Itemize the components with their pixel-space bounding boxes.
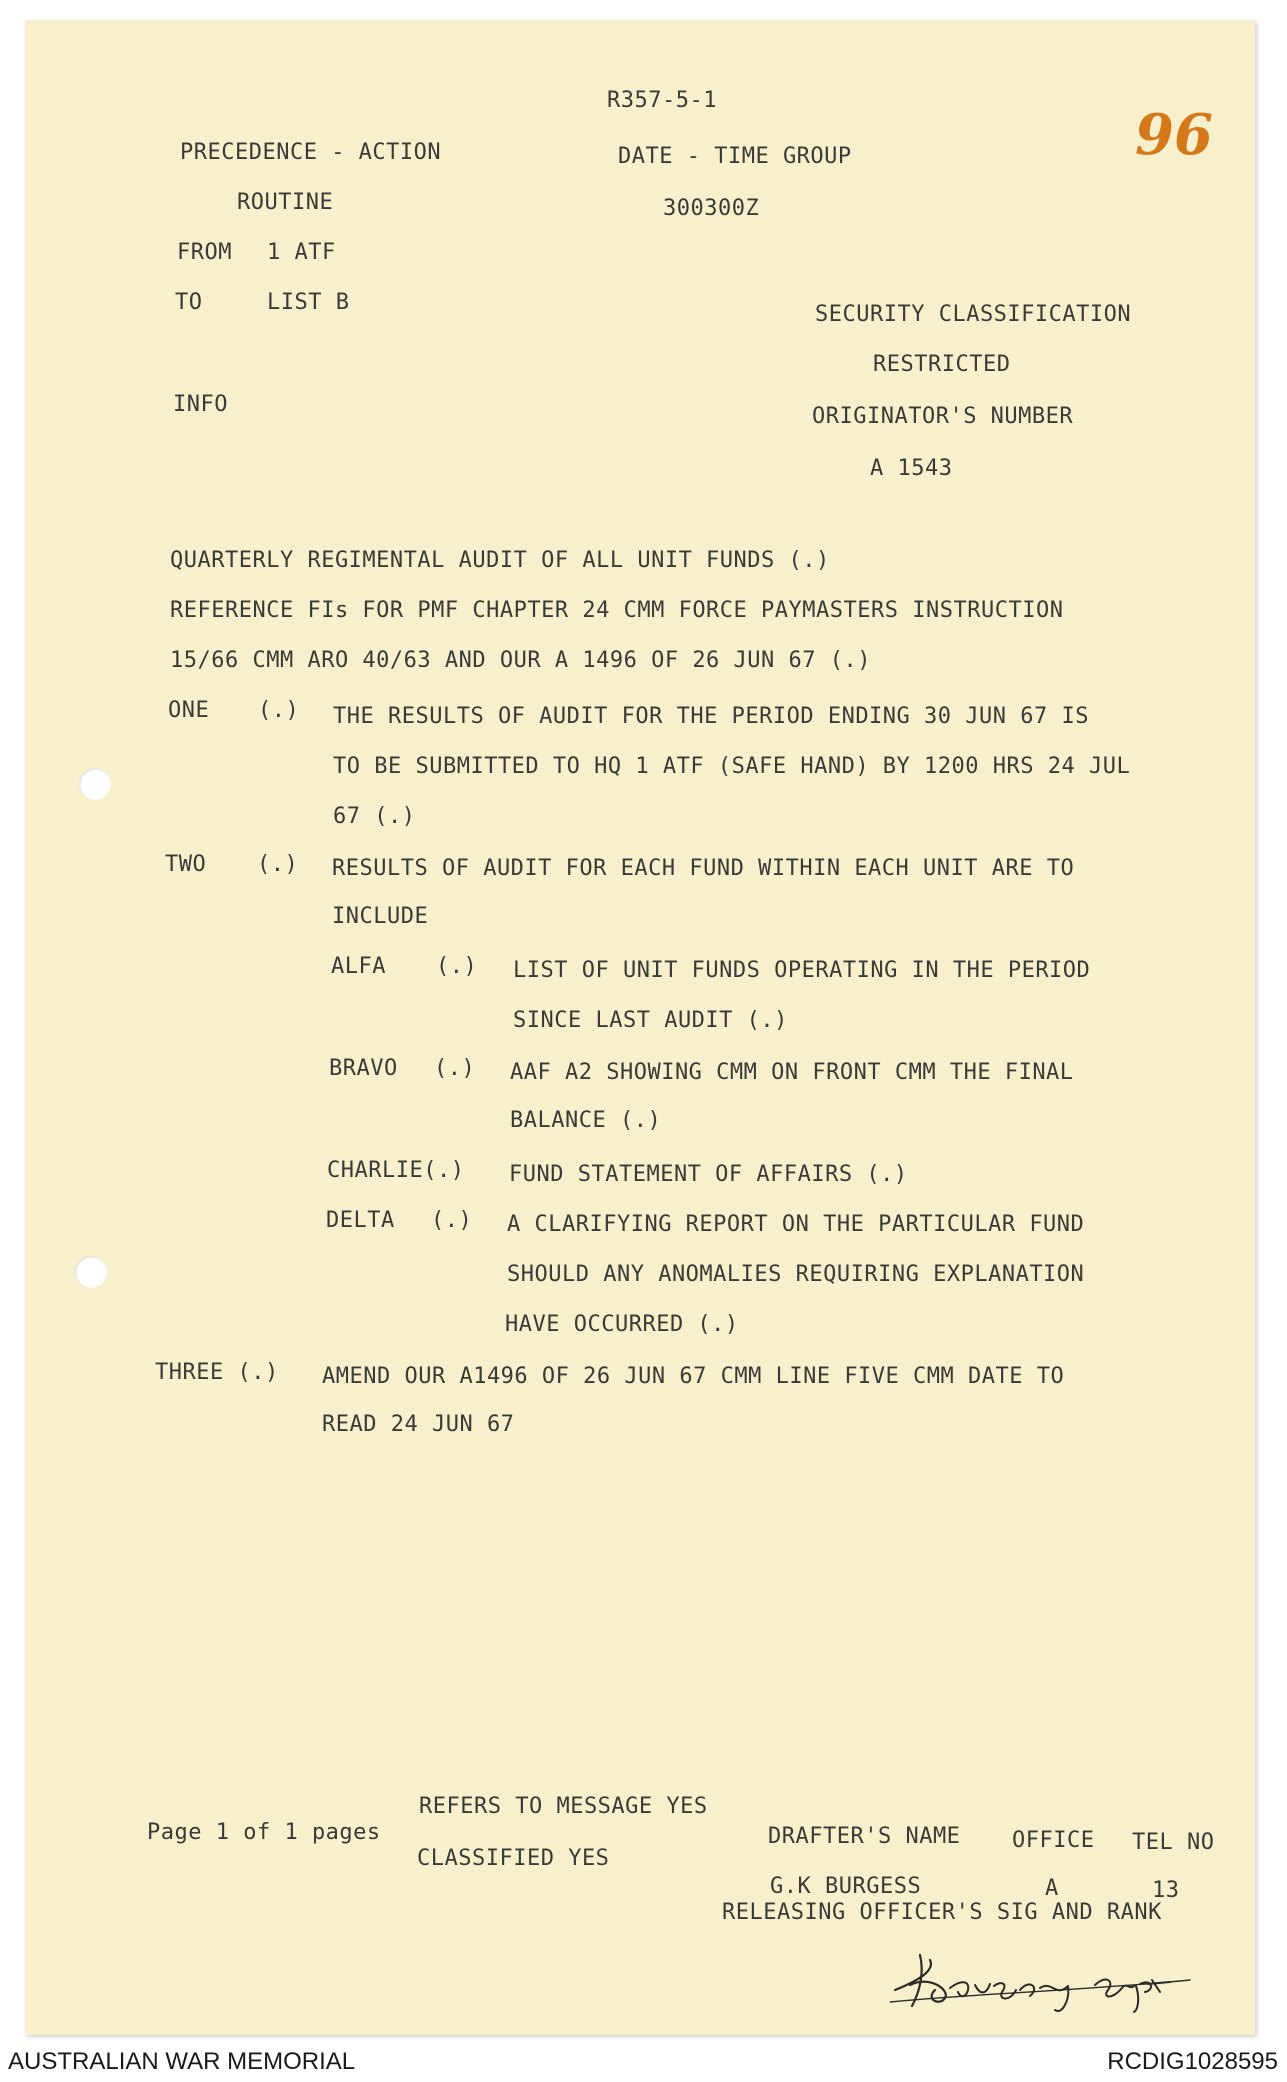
body-line-subject: QUARTERLY REGIMENTAL AUDIT OF ALL UNIT FUNDS (.)	[170, 548, 830, 573]
precedence-value: ROUTINE	[237, 190, 334, 215]
sub-alfa-line: LIST OF UNIT FUNDS OPERATING IN THE PERIOD	[513, 958, 1091, 983]
office-value: A	[1045, 1876, 1059, 1901]
classified-status: CLASSIFIED YES	[417, 1846, 610, 1871]
sub-alfa-label: ALFA	[331, 954, 386, 979]
para-three-line: AMEND OUR A1496 OF 26 JUN 67 CMM LINE FIVE CMM DATE TO	[322, 1364, 1065, 1389]
sub-delta-line: SHOULD ANY ANOMALIES REQUIRING EXPLANATION	[507, 1262, 1085, 1287]
originator-number-label: ORIGINATOR'S NUMBER	[812, 404, 1074, 429]
para-one-line: 67 (.)	[333, 804, 416, 829]
file-reference: R357-5-1	[607, 88, 717, 113]
para-two-line: RESULTS OF AUDIT FOR EACH FUND WITHIN EACH UNIT ARE TO	[332, 856, 1075, 881]
sub-charlie-label: CHARLIE(.)	[327, 1158, 465, 1183]
sub-delta-line: A CLARIFYING REPORT ON THE PARTICULAR FUND	[507, 1212, 1085, 1237]
punch-hole	[79, 768, 111, 800]
sub-bravo-line: AAF A2 SHOWING CMM ON FRONT CMM THE FINAL	[510, 1060, 1074, 1085]
para-three-label: THREE (.)	[155, 1360, 279, 1385]
dtg-value: 300300Z	[663, 196, 760, 221]
body-line-reference-cont: 15/66 CMM ARO 40/63 AND OUR A 1496 OF 26 JUN 67 (.)	[170, 648, 872, 673]
security-classification-value: RESTRICTED	[873, 352, 1011, 377]
dtg-label: DATE - TIME GROUP	[618, 144, 852, 169]
office-label: OFFICE	[1012, 1828, 1095, 1853]
drafter-name-label: DRAFTER'S NAME	[768, 1824, 961, 1849]
sub-bravo-stop: (.)	[434, 1056, 476, 1081]
para-two-label: TWO	[165, 852, 207, 877]
archive-credit: AUSTRALIAN WAR MEMORIAL	[8, 2048, 356, 2075]
para-one-stop: (.)	[258, 698, 300, 723]
from-value: 1 ATF	[267, 240, 336, 265]
body-line-reference: REFERENCE FIs FOR PMF CHAPTER 24 CMM FORCE PAYMASTERS INSTRUCTION	[170, 598, 1064, 623]
sub-alfa-stop: (.)	[436, 954, 478, 979]
handwritten-signature	[890, 1940, 1200, 2025]
drafter-name-value: G.K BURGESS	[770, 1874, 922, 1899]
para-one-line: THE RESULTS OF AUDIT FOR THE PERIOD ENDING 30 JUN 67 IS	[333, 704, 1089, 729]
folio-number: 96	[1135, 102, 1213, 168]
archive-reference: RCDIG1028595	[1107, 2048, 1278, 2075]
info-label: INFO	[173, 392, 228, 417]
sub-alfa-line: SINCE LAST AUDIT (.)	[513, 1008, 788, 1033]
para-one-line: TO BE SUBMITTED TO HQ 1 ATF (SAFE HAND) BY 1200 HRS 24 JUL	[333, 754, 1131, 779]
message-form-page	[25, 20, 1255, 2035]
sub-bravo-label: BRAVO	[329, 1056, 398, 1081]
sub-delta-label: DELTA	[326, 1208, 395, 1233]
punch-hole	[75, 1256, 107, 1288]
releasing-officer-label: RELEASING OFFICER'S SIG AND RANK	[722, 1900, 1162, 1925]
security-classification-label: SECURITY CLASSIFICATION	[815, 302, 1132, 327]
para-two-stop: (.)	[257, 852, 299, 877]
sub-delta-stop: (.)	[431, 1208, 473, 1233]
originator-number-value: A 1543	[870, 456, 953, 481]
sub-charlie-line: FUND STATEMENT OF AFFAIRS (.)	[509, 1162, 908, 1187]
from-label: FROM	[177, 240, 232, 265]
sub-delta-line: HAVE OCCURRED (.)	[505, 1312, 739, 1337]
to-label: TO	[175, 290, 203, 315]
tel-no-label: TEL NO	[1132, 1830, 1215, 1855]
page-count: Page 1 of 1 pages	[147, 1820, 381, 1845]
refers-to-message: REFERS TO MESSAGE YES	[419, 1794, 708, 1819]
precedence-label: PRECEDENCE - ACTION	[180, 140, 442, 165]
para-two-line: INCLUDE	[332, 904, 429, 929]
sub-bravo-line: BALANCE (.)	[510, 1108, 662, 1133]
para-one-label: ONE	[168, 698, 210, 723]
tel-no-value: 13	[1152, 1878, 1180, 1903]
para-three-line: READ 24 JUN 67	[322, 1412, 515, 1437]
to-value: LIST B	[267, 290, 350, 315]
